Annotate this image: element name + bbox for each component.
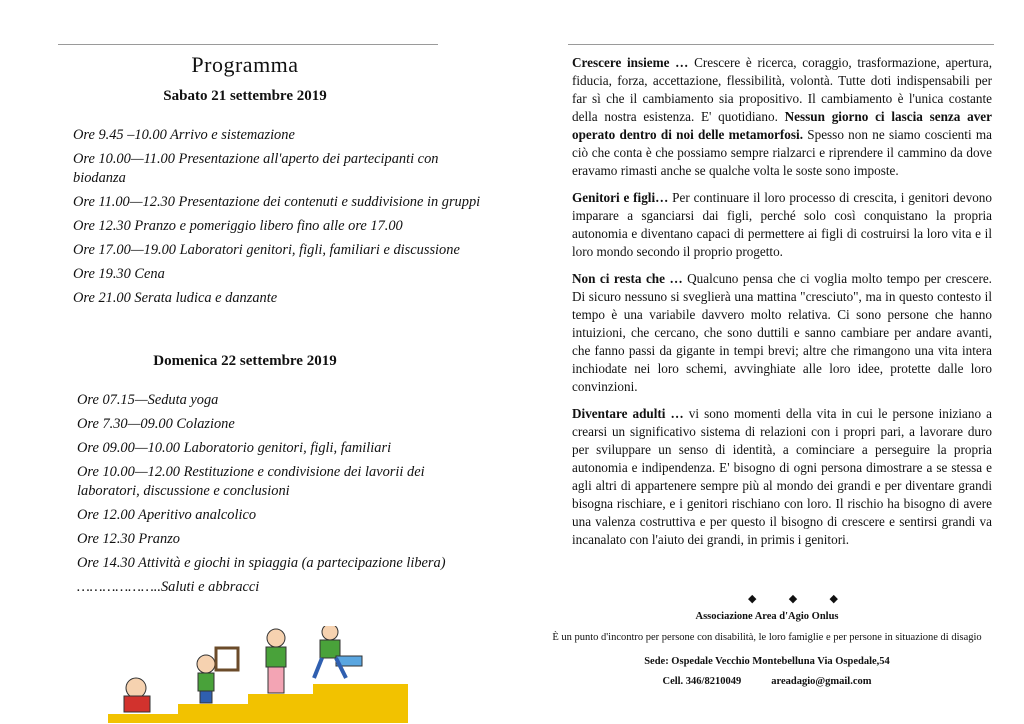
- schedule-item: Ore 10.00—12.00 Restituzione e condivisione dei lavorii dei laboratori, discussione e conclusioni: [77, 464, 425, 499]
- article-text: vi sono momenti della vita in cui le persone iniziano a crearsi un significativo sistema di relazioni con i propri pari, a lavorare duro per sviluppare un senso di identità, a cominciare a perseguire la propria autonomia e indipendenza. E' bisogno di ogni persona dimostrare a se stessa e agli altri di appartenere sempre più al mondo dei grandi e per diventare grandi bisogna rischiare, e i genitori rischiano con loro. Il rischio ha bisogno di avere una valenza costruttiva e per questo il bisogno di crescere e sentirsi grandi va incanalato con l'aiuto dei grandi, in primis i genitori.: [572, 406, 992, 547]
- schedule-item: Ore 21.00 Serata ludica e danzante: [73, 290, 278, 306]
- running-figure: [314, 626, 362, 678]
- article-crescere-insieme: [572, 54, 992, 180]
- schedule-item: Ore 12.30 Pranzo: [77, 531, 180, 547]
- diamond-icon: ◆: [829, 593, 838, 605]
- saturday-schedule: [73, 126, 493, 313]
- step-1: [108, 714, 408, 723]
- schedule-item: Ore 10.00—11.00 Presentazione all'aperto dei partecipanti con biodanza: [73, 151, 439, 186]
- phone-number: Cell. 346/8210049: [662, 676, 742, 687]
- schedule-item: Ore 11.00—12.30 Presentazione dei contenuti e suddivisione in gruppi: [73, 194, 481, 210]
- schedule-item: Ore 12.30 Pranzo e pomeriggio libero fino alle ore 17.00: [73, 218, 403, 234]
- children-on-steps-illustration: [108, 626, 418, 724]
- article-tail: Spesso non ne siamo coscienti ma ciò che conta è che possiamo sempre rialzarci e riprendere il cammino da dove eravamo rimasti anche se qualche volta le soste sono imposte.: [572, 127, 992, 178]
- schedule-item: Ore 19.30 Cena: [73, 266, 165, 282]
- diamond-icon: ◆: [788, 593, 798, 605]
- schedule-item: Ore 7.30—09.00 Colazione: [77, 416, 235, 432]
- diamond-separator: [748, 592, 838, 605]
- top-rule-right: [568, 44, 994, 45]
- schedule-item: Ore 09.00—10.00 Laboratorio genitori, figli, familiari: [77, 440, 392, 456]
- saturday-heading: Sabato 21 settembre 2019: [163, 88, 327, 104]
- schedule-item: Ore 17.00—19.00 Laboratori genitori, figli, familiari e discussione: [73, 242, 460, 258]
- article-non-ci-resta-che: [572, 270, 992, 396]
- article-text: Crescere è ricerca, coraggio, trasformazione, apertura, fiducia, forza, accettazione, flessibilità, volontà. Tutte doti indispensabili per far sì che il cambiamento sia propositivo. Il cambiamento è l'unica costante della nostra esistenza. E' quotidiano.: [572, 55, 992, 124]
- sunday-heading: Domenica 22 settembre 2019: [153, 353, 337, 369]
- schedule-item: ………………..Saluti e abbracci: [77, 579, 260, 595]
- article-genitori-e-figli: [572, 189, 992, 261]
- article-text: Qualcuno pensa che ci voglia molto tempo per crescere. Di sicuro nessuno si sveglierà una mattina "cresciuto", ma in questo contesto il tempo è una variabile davvero molto relativa. Ci sono persone che hanno intuizioni, che cercano, che sono duttili e sanno cambiare per andare avanti, che fanno passi da gigante in tempi brevi; altre che rimangono una vita intera inchiodate nei loro schemi, avvinghiate alle loro idee, protette dalle loro convinzioni.: [572, 271, 992, 394]
- schedule-item: Ore 12.00 Aperitivo analcolico: [77, 507, 257, 523]
- association-contact: [510, 676, 1024, 687]
- adult-figure: [266, 629, 286, 693]
- article-text: Per continuare il loro processo di crescita, i genitori devono imparare a sganciarsi dai figli, perché solo così conquistano la propria autonomia e diventano capaci di permettere ai figli di costruirsi la loro vita e il loro mondo secondo il proprio progetto.: [572, 190, 992, 259]
- association-address: Sede: Ospedale Vecchio Montebelluna Via Ospedale,54: [644, 656, 890, 667]
- association-name: Associazione Area d'Agio Onlus: [695, 611, 839, 622]
- article-lead: Genitori e figli…: [572, 190, 669, 205]
- sunday-schedule: [77, 391, 477, 602]
- article-lead: Diventare adulti …: [572, 406, 684, 421]
- article-diventare-adulti: [572, 405, 992, 549]
- diamond-icon: ◆: [748, 593, 757, 605]
- schedule-item: Ore 9.45 –10.00 Arrivo e sistemazione: [73, 127, 295, 143]
- baby-figure: [124, 678, 150, 712]
- program-title: Programma: [191, 52, 299, 77]
- step-2: [178, 704, 408, 714]
- step-3: [248, 694, 408, 704]
- schedule-item: Ore 07.15—Seduta yoga: [77, 392, 219, 408]
- step-4: [313, 684, 408, 694]
- child-figure: [197, 648, 238, 703]
- article-emphasis: Nessun giorno ci lascia senza aver operato dentro di noi delle metamorfosi.: [572, 109, 993, 142]
- articles-panel: [572, 54, 992, 558]
- email-address[interactable]: areadagio@gmail.com: [771, 676, 872, 687]
- article-lead: Crescere insieme …: [572, 55, 689, 70]
- article-lead: Non ci resta che …: [572, 271, 683, 286]
- association-description: È un punto d'incontro per persone con disabilità, le loro famiglie e per persone in situazione di disagio: [552, 632, 982, 643]
- schedule-item: Ore 14.30 Attività e giochi in spiaggia (a partecipazione libera): [77, 555, 446, 571]
